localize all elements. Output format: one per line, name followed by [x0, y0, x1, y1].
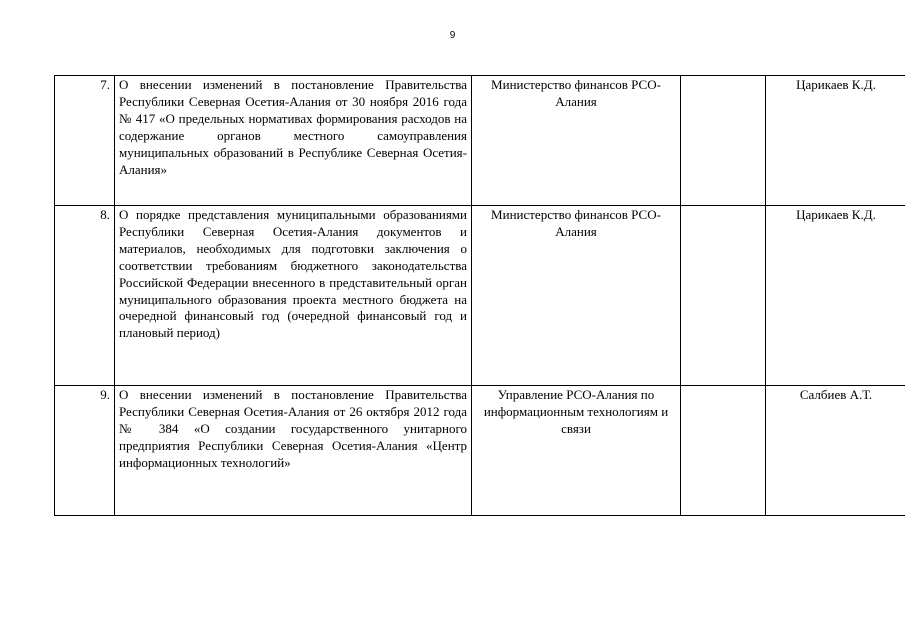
document-title-cell: О внесении изменений в постановление Правительства Республики Северная Осетия-Алания от 30 ноября 2016 года № 417 «О предельных нормативах формирования расходов на содержание органов местного самоуправления муниципальных образований в Республике Северная Осетия-Алания»	[115, 76, 472, 206]
responsible-person-cell: Салбиев А.Т.	[766, 386, 905, 516]
responsible-organization-cell: Управление РСО-Алания по информационным технологиям и связи	[472, 386, 681, 516]
responsible-person-cell: Царикаев К.Д.	[766, 76, 905, 206]
empty-cell	[681, 206, 766, 386]
document-table	[54, 75, 905, 516]
page-number: 9	[449, 30, 456, 41]
empty-cell	[681, 386, 766, 516]
row-number-cell: 8.	[55, 206, 115, 386]
empty-cell	[681, 76, 766, 206]
row-number-cell: 9.	[55, 386, 115, 516]
responsible-person-cell: Царикаев К.Д.	[766, 206, 905, 386]
table-row	[55, 386, 905, 516]
table-row	[55, 206, 905, 386]
responsible-organization-cell: Министерство финансов РСО-Алания	[472, 206, 681, 386]
table-row	[55, 76, 905, 206]
document-title-cell: О порядке представления муниципальными образованиями Республики Северная Осетия-Алания документов и материалов, необходимых для подготовки заключения о соответствии требованиям бюджетного законодательства Российской Федерации внесенного в представительный орган муниципального образования проекта местного бюджета на очередной финансовый год (очередной финансовый год и плановый период)	[115, 206, 472, 386]
document-title-cell: О внесении изменений в постановление Правительства Республики Северная Осетия-Алания от 26 октября 2012 года № 384 «О создании государственного унитарного предприятия Республики Северная Осетия-Алания «Центр информационных технологий»	[115, 386, 472, 516]
responsible-organization-cell: Министерство финансов РСО-Алания	[472, 76, 681, 206]
row-number-cell: 7.	[55, 76, 115, 206]
